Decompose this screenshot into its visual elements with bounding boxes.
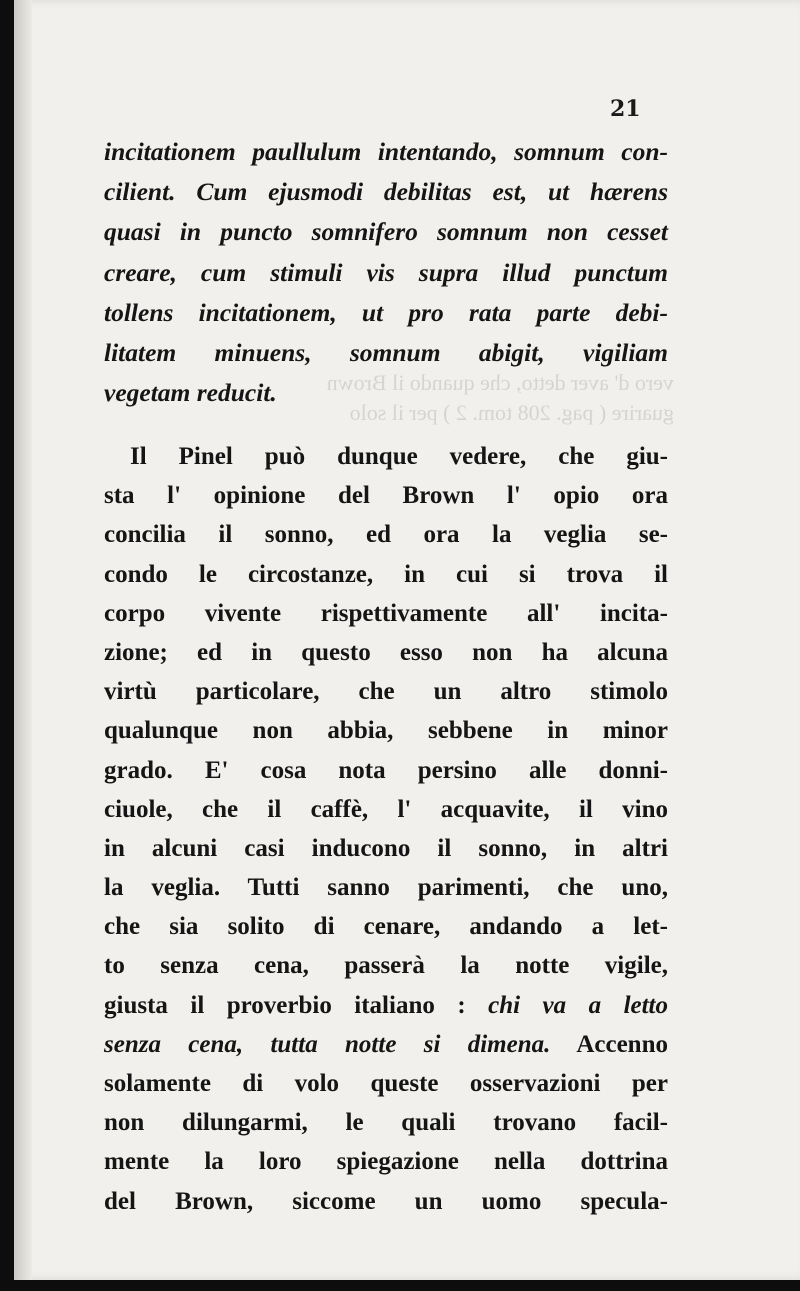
text-line: corpo vivente rispettivamente all' incita- [104,599,668,627]
text-line: vegetam reducit. [104,378,277,408]
text-line: in alcuni casi inducono il sonno, in altri [104,834,668,862]
text-line: cilient. Cum ejusmodi debilitas est, ut hærens [104,177,668,207]
text-line-mixed [104,986,668,1025]
proverbio-italic: chi va a letto [488,991,669,1019]
bleed-through-text: guarire ( pag. 208 tom. 2 ) per il solo [349,400,674,425]
text-line-mixed [104,1025,668,1064]
text-line: mente la loro spiegazione nella dottrina [104,1148,668,1176]
text-line: virtù particolare, che un altro stimolo [104,678,668,706]
text-line: sta l' opinione del Brown l' opio ora [104,482,668,510]
page-number: 21 [610,96,641,122]
text-line: che sia solito di cenare, andando a let- [104,913,668,941]
proverbio-italic: senza cena, tutta notte si dimena. [104,1030,551,1058]
page-gutter-shadow [14,0,32,1280]
text-line: solamente di volo queste osservazioni per [104,1070,668,1097]
text-line: condo le circostanze, in cui si trova il [104,560,668,588]
text-line: non dilungarmi, le quali trovano facil- [104,1109,668,1137]
text-line: quasi in puncto somnifero somnum non cesset [104,217,668,247]
text-line: ciuole, che il caffè, l' acquavite, il vino [104,795,668,823]
bleed-through-text: vero d' aver detto, che quando il Brown [326,370,674,395]
text-line: tollens incitationem, ut pro rata parte debi- [104,297,668,327]
text-line: incitationem paullulum intentando, somnum con- [104,137,668,166]
text-line: to senza cena, passerà la notte vigile, [104,952,668,980]
text-line: zione; ed in questo esso non ha alcuna [104,638,668,666]
text-line: concilia il sonno, ed ora la veglia se- [104,521,668,549]
latin-paragraph [104,132,668,413]
text-line: la veglia. Tutti sanno parimenti, che uno, [104,874,668,902]
text-run: giusta il proverbio italiano : [104,991,466,1019]
text-line: creare, cum stimuli vis supra illud punctum [104,257,668,287]
italian-paragraph [104,437,668,1221]
text-line: Il Pinel può dunque vedere, che giu- [130,443,668,470]
text-line: del Brown, siccome un uomo specula- [104,1187,668,1215]
text-run: Accenno [576,1030,668,1058]
text-line: litatem minuens, somnum abigit, vigiliam [104,337,668,367]
text-line: grado. E' cosa nota persino alle donni- [104,756,668,784]
text-line: qualunque non abbia, sebbene in minor [104,717,668,745]
book-page [14,0,800,1280]
